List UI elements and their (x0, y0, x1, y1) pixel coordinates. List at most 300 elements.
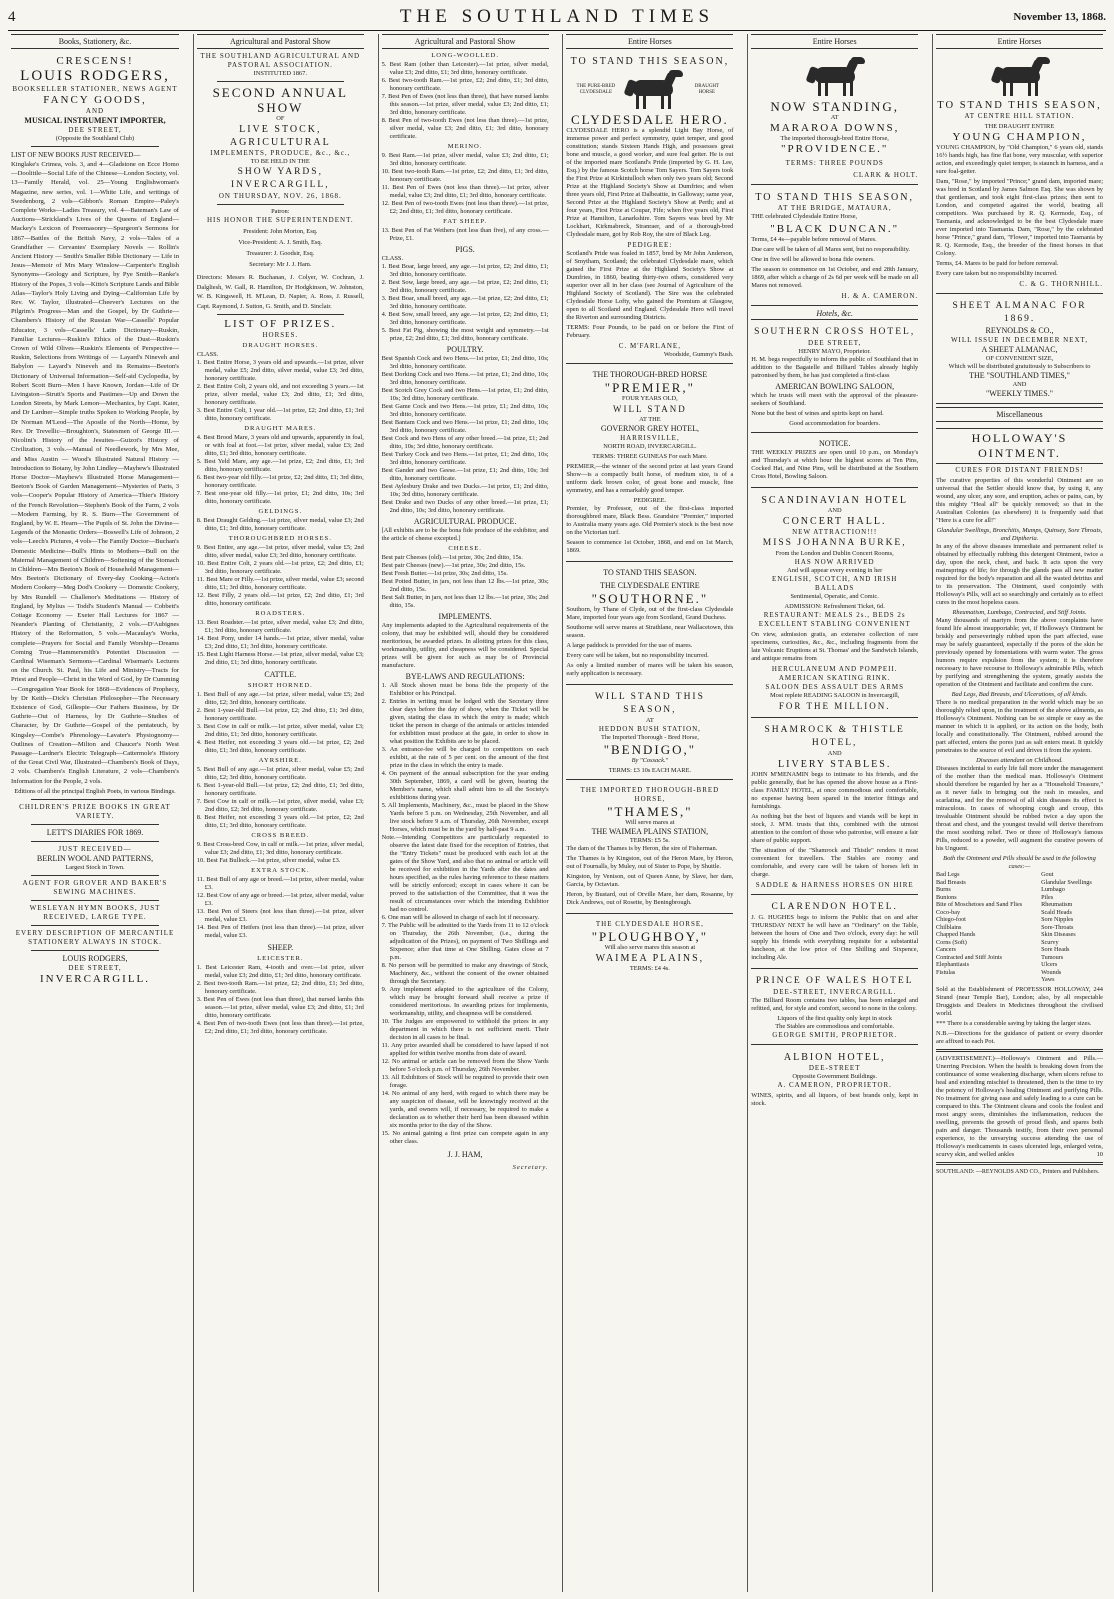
divider (936, 1162, 1103, 1165)
holloway-text: Diseases incidental to early life fall more under the management of the mother than the medical man. Holloway's Ointment should therefore be regarded by her as a "Household Treasure," as it never fails in bringing out the rash in measles, and scarlatina, and for the removal of all skin diseases its effect is miraculous. In cases of whooping cough and croup, this invaluable Ointment should be rubbed twice a day upon the throat and chest, and the youngest invalid will derive therefrom the most soothing relief. Two or three of Holloway's famous Pills, reduced to a powder, will augment the curative powers of his Unguent. (936, 765, 1103, 852)
location: HEDDON BUSH STATION, (598, 725, 701, 733)
hotel-description: The Billiard Room contains two tables, has been enlarged and refitted, and, for style and comfort, second to none in the colony. (751, 997, 919, 1012)
ailment-item: Corns (Soft) (936, 938, 967, 946)
times-name: THE "SOUTHLAND TIMES," (969, 371, 1070, 380)
hotel-description: Good accommodation for boarders. (789, 420, 881, 427)
skating-rink: AMERICAN SKATING RINK. (778, 674, 891, 682)
prize-item: 8. Best Draught Gelding.—1st prize, silver medal, value £3; 2nd ditto, £1; 3rd ditto, honorary certificate. (196, 517, 364, 532)
pigs-heading: PIGS. (455, 245, 475, 254)
bylaw-item: Note.—Intending Competitors are particularly requested to observe the latest date fixed for the reception of Entries, that the "Entry Tickets" must be produced with each lot at the gates of the Show Yard, and also that no animal or article will be received for exhibition in the Yards after the dates and hours specified, as the rules having reference to these matters will be strictly enforced; except in cases where it can be proved to the satisfaction of the Committee, that it was the result of circumstances over which the intending Exhibitor had no control. (381, 834, 549, 913)
almanac-advert (936, 297, 1103, 404)
signature-street: DEE STREET, (68, 963, 122, 972)
subheading: DRAUGHT MARES. (244, 425, 317, 432)
pedigree-text: Heron, by Bustard, out of Orville Mare, her dam, Rosanne, by Dick Andrews, out of Rosette, by Beningbrough. (566, 891, 734, 906)
street: DEE-STREET (808, 1064, 861, 1072)
horse-name: "PROVIDENCE." (780, 143, 889, 155)
bylaw-item: 8. No person will be permitted to make any drawings of Stock, Machinery, &c., without the consent of the owner obtained through the Secretary. (381, 962, 549, 985)
pedigree-text: Kingston, by Venison, out of Queen Anne, by Slave, her dam, Garcia, by Octavian. (566, 873, 734, 888)
horse-icon (805, 57, 865, 97)
pedigree-text: The Thames is by Kingston, out of the Heron Mare, by Heron, out of Fournalls, by Muley, out of Sister to Pope, by Shuttle. (566, 855, 734, 870)
subheading: LEICESTER. (257, 955, 304, 962)
bylaw-item: 5. All Implements, Machinery, &c., must be placed in the Show Yards before 5 p.m. on Wednesday, 25th November, and all live stock before 9 a.m. of Thursday, 26th November, except Horses, which must be in the yard by half-past 9 a.m. (381, 802, 549, 833)
southern-cross-advert (751, 323, 918, 433)
prince-of-wales-advert (751, 972, 918, 1045)
prize-item: 2. Best two-tooth Ram.—1st prize, £2; 2nd ditto, £1; 3rd ditto, honorary certificate. (196, 980, 364, 995)
stabling: EXCELLENT STABLING CONVENIENT (758, 620, 911, 628)
street: DEE-STREET, INVERCARGILL. (773, 988, 897, 996)
show-to-be-held: TO BE HELD IN THE (250, 158, 310, 165)
rodgers-advert (11, 52, 179, 990)
serve-note: Southorne will serve mares at Strathlane, near Wallacetown, this season. (566, 624, 734, 639)
subheading: GELDINGS. (258, 508, 303, 515)
location: Opposite Government Buildings. (792, 1073, 878, 1080)
prize-item: 4. Best Sow, small breed, any age.—1st prize, £2; 2nd ditto, £1; 3rd ditto, honorary certificate. (381, 311, 549, 326)
prize-item: Best Cock and two Hens of any other breed.—1st prize, £1; 2nd ditto, 10s; 3rd ditto, honorary certificate. (381, 435, 549, 450)
horse-name: YOUNG CHAMPION, (952, 131, 1087, 143)
hotel-description: JOHN M'MENAMIN begs to intimate to his friends, and the public generally, that he has opened the above house as a First-class FAMILY HOTEL, at once commodious and comfortable, no expense having been spared in the interior fittings and furnishings. (751, 771, 919, 810)
proprietor: GEORGE SMITH, PROPRIETOR. (772, 1031, 898, 1039)
sheep-heading: SHEEP. (267, 943, 294, 952)
advert-heading: THE THOROUGH-BRED HORSE (592, 370, 708, 379)
prize-item: 1. Best Leicester Ram, 4-tooth and over.—1st prize, silver medal, value £3; 2nd ditto, £1; 3rd ditto, honorary certificate. (196, 964, 364, 979)
society-name: THE SOUTHLAND AGRICULTURAL AND PASTORAL ASSOCIATION. (200, 52, 361, 69)
prize-item: 2. Best Sow, large breed, any age.—1st prize, £2; 2nd ditto, £1; 3rd ditto, honorary certificate. (381, 279, 549, 294)
prize-item: 3. Best Entire Colt, 1 year old.—1st prize, £2; 2nd ditto, £1; 3rd ditto, honorary certificate. (196, 407, 364, 422)
caption-left: THE PURE-BRED CLYDESDALE (576, 84, 616, 95)
prize-item: 3. Best Boar, small breed, any age.—1st prize, £2; 2nd ditto, £1; 3rd ditto, honorary certificate. (381, 295, 549, 310)
subheading: CROSS BREED. (251, 832, 310, 839)
holloway-subheading: Both the Ointment and Pills should be used in the following cases:— (943, 855, 1096, 870)
prize-item: 1. Best Entire Horse, 3 years old and upwards.—1st prize, silver medal, value £5; 2nd ditto, silver medal, value £3; 3rd ditto, honorary certificate. (196, 359, 364, 382)
advert-heading: TO STAND THIS SEASON, (755, 192, 914, 203)
hotel-name: PRINCE OF WALES HOTEL (755, 976, 914, 986)
horse-name: "BENDIGO," (603, 742, 697, 757)
ailments-table (936, 871, 1103, 984)
prize-list-title: LIST OF PRIZES. (224, 318, 337, 330)
prize-item: 2. Best Entire Colt, 2 years old, and not exceeding 3 years.—1st prize, silver medal, value £3; 2nd ditto, £1; 3rd ditto, honorary certificate. (196, 383, 364, 406)
horse-name: "SOUTHORNE." (591, 591, 709, 606)
ailment-item: Skin Diseases (1041, 931, 1076, 938)
just-received: JUST RECEIVED— (58, 844, 132, 853)
issue-date: November 13, 1868. (1013, 11, 1106, 23)
herculaneum: HERCULANEUM AND POMPEII. (771, 665, 898, 673)
ailment-item: Chiego-foot (936, 916, 966, 923)
divider (31, 950, 159, 951)
hotel-description: The situation of the "Shamrock and Thistle" renders it most convenient for travellers. The Stables are roomy and comfortable, and every care will be taken of horses left in charge. (751, 847, 919, 878)
divider (217, 81, 344, 82)
thames-advert (566, 783, 733, 914)
sire: By "Cossack." (631, 757, 669, 764)
advertisement-number: 10 (1096, 1150, 1103, 1158)
hotels-section-header: Hotels, &c. (751, 309, 918, 320)
prize-item: 6. Best 1-year-old Bull.—1st prize, £2; 2nd ditto, £1; 3rd ditto, honorary certificate. (196, 782, 364, 797)
terms: TERMS: THREE GUINEAS For each Mare. (592, 453, 708, 460)
advert-heading: TO STAND THIS SEASON. (603, 568, 697, 577)
care-note: Every care taken but no responsibility incurred. (936, 270, 1058, 277)
weekly-name: "WEEKLY TIMES." (985, 389, 1054, 398)
holloway-saving: *** There is a considerable saving by taking the larger sizes. (936, 1019, 1092, 1027)
owner-name: H. & A. CAMERON. (841, 292, 919, 300)
prize-item: 11. Best Mare or Filly.—1st prize, silver medal, value £3; second ditto, £1; 3rd ditto, honorary certificate. (196, 576, 364, 591)
advertisement-text: (ADVERTISEMENT.)—Holloway's Ointment and Pills.—Unerring Precision. When the health is breaking down from the continuance of some weakening discharge, when ulcers refuse to heal and extending mischief is threatened, then is the time to try the potency of Holloway's healing Ointment and purifying Pills. No treatment for giving ease and safely leading to a cure can be compared to this. The Ointment cleans and cools the foulest and most angry sores, diminishes the inflammation, reduces the swelling, prevents the growth of proud flesh, and spares both pain and danger. Thousands testify, from their own personal experience, to the unvarying success attending the use of Holloway's medicaments in cases ulcerated legs, enlarged veins, scurvy skin, and welled ankles (936, 1054, 1103, 1158)
printer-footer: SOUTHLAND: —REYNOLDS AND CO., Printers and Publishers. (936, 1168, 1100, 1175)
terms: TERMS: Four Pounds, to be paid on or before the First of February. (566, 324, 734, 339)
hotel-description: Liquors of the first quality only kept in stock (777, 1015, 893, 1022)
location: AT THE BRIDGE, MATAURA, (777, 204, 892, 212)
prize-item: 8. Best Pen of two-tooth Ewes (not less than three).—1st prize, silver medal, value £3; 2nd ditto, £1; 3rd ditto, honorary certificate. (381, 117, 549, 140)
bylaw-item: 14. No animal of any herd, with regard to which there may be any suspicion of disease, will be knowingly received at the yards, and owners will, if necessary, be required to make a declaration as to whether their herd has been diseased within six months prior to the day of the Show. (381, 1090, 549, 1129)
arrived: HAS NOW ARRIVED (794, 558, 875, 566)
trade-line: BOOKSELLER STATIONER, NEWS AGENT (12, 85, 178, 93)
patron: HIS HONOR THE SUPERINTENDENT. (207, 216, 354, 224)
hotel-description: As nothing but the best of liquors and viands will be kept in stock, J. M'M. trusts that this, combined with the utmost attention to the comfort of those who patronise, will ensure a fair share of public support. (751, 813, 919, 844)
holloway-text: Many thousands of martyrs from the above complaints have found life almost insupportable; yet, if Holloway's Ointment be briskly and perseveringly rubbed upon the part affected, ease may be safely guaranteed, especially if the pores of the skin be previously opened by fomentations with warm water. The gross humors require expulsion from the system; it is therefore necessary to have recourse to Holloway's admirable Pills, which by purifying and strengthening the system, greatly assists the operation of the Ointment and facilitate and confirm the cure. (936, 617, 1103, 688)
bylaw-item: 11. Any prize awarded shall be considered to have lapsed if not applied for within twelve months from date of award. (381, 1042, 549, 1057)
show-livestock: LIVE STOCK, AGRICULTURAL (229, 124, 331, 148)
street: DEE STREET, (808, 339, 862, 347)
trade-line: MUSICAL INSTRUMENT IMPORTER, (24, 116, 166, 125)
horse-description: YOUNG CHAMPION, by "Old Champion," 6 years old, stands 16½ hands high, has fine flat bone, very muscular, with superior action, and exceedingly quiet temper, is staunch in harness, and a sure foal-getter. (936, 144, 1103, 175)
reading-saloon: Most replete READING SALOON in Invercargill, (769, 692, 900, 699)
treasurer: Treasurer: J. Goodsir, Esq. (246, 250, 315, 257)
clarendon-advert (751, 898, 918, 969)
pedigree-heading: PEDIGREE: (627, 241, 673, 249)
prize-item: 11. Best Pen of Ewes (not less than three).—1st prize, silver medal, value £3; 2nd ditto, £1; 3rd ditto, honorary certificate. (381, 184, 549, 199)
prize-item: 10. Best Entire Colt, 2 years old.—1st prize, £2; 2nd ditto, £1; 3rd ditto, honorary certificate. (196, 560, 364, 575)
stationery-note: EVERY DESCRIPTION OF MERCANTILE STATIONERY ALWAYS IN STOCK. (15, 928, 175, 946)
holloway-subheading: Rheumatism, Lumbago, Contracted, and Stiff Joints. (952, 609, 1087, 616)
section-header: Agricultural and Pastoral Show (197, 34, 364, 49)
prize-item: Best pair Cheeses (new).—1st prize, 30s; 2nd ditto, 15s. (381, 562, 526, 569)
divider (31, 799, 159, 800)
hotel-name: SCANDINAVIAN HOTEL (761, 495, 909, 506)
implements-text: Any implements adapted to the Agricultural requirements of the colony, that may be exhibited will, should they be considered meritorious, be awarded prizes. In allotting prizes for this class, workmanship, utility, and cheapness will be considered. Special prizes will be given for such as may be of Provincial manufacture. (381, 622, 549, 669)
advert-subheading: THE DRAUGHT ENTIRE (984, 123, 1055, 130)
proprietor: HENRY MAYO, Proprietor. (798, 348, 871, 355)
columns (8, 34, 1106, 1592)
prize-item: 6. Best two-tooth Ram.—1st prize, £2; 2nd ditto, £1; 3rd ditto, honorary certificate. (381, 77, 549, 92)
saloon: SALOON DES ASSAULT DES ARMS (765, 683, 905, 691)
prize-item: Best Gander and two Geese.—1st prize, £1; 2nd ditto, 10s; 3rd ditto, honorary certificate. (381, 467, 549, 482)
providence-advert (751, 52, 918, 185)
show-date: ON THURSDAY, NOV. 26, 1868. (218, 192, 342, 200)
divider (31, 925, 159, 926)
location: GOVERNOR GREY HOTEL, (600, 424, 699, 433)
shamrock-advert (751, 721, 918, 895)
hotel-description: None but the best of wines and spirits kept on hand. (751, 410, 884, 417)
ailment-item: Fistulas (936, 968, 956, 976)
ailment-item: Chapped Hands (936, 931, 976, 938)
location: AT CENTRE HILL STATION. (964, 112, 1075, 120)
ailment-item: Gout (1041, 871, 1054, 878)
prize-item: 9. Best Entire, any age.—1st prize, silver medal, value £5; 2nd ditto, silver medal, value £3; 3rd ditto, honorary certificate. (196, 544, 364, 559)
prize-item: Best Fresh Butter.—1st prize, 30s; 2nd ditto, 15s. (381, 570, 508, 577)
column-books (8, 34, 182, 1592)
subheading: THOROUGHBRED HORSES. (228, 535, 332, 542)
bylaw-item: 7. The Public will be admitted to the Yards from 11 to 12 o'clock on Thursday, the 26th November, (i.e., during the adjudication of the Prizes), on payment of Two Shillings and Sixpence; after that time at One Shilling. Gates close at 7 p.m. (381, 922, 549, 961)
terms: TERMS: THREE POUNDS (785, 159, 884, 167)
ailment-item: Bunions (936, 893, 957, 901)
ailment-item: Bad Breasts (936, 878, 966, 886)
prize-item: 4. Best Pen of two-tooth Ewes (not less than three).—1st prize, £2; 2nd ditto, £1; 3rd ditto, honorary certificate. (196, 1020, 364, 1035)
bowling-saloon: AMERICAN BOWLING SALOON, (775, 382, 895, 391)
bylaw-item: 15. No animal gaining a first prize can compete again in any other class. (381, 1130, 549, 1145)
advert-heading: NOW STANDING, (770, 99, 900, 114)
ailment-item: Contracted and Stiff Joints (936, 953, 1003, 961)
subheading: EXTRA STOCK. (251, 867, 310, 874)
prize-item: 5. Best Ram (other than Leicester).—1st prize, silver medal, value £3; 2nd ditto, £1; 3rd ditto, honorary certificate. (381, 61, 549, 76)
notice-heading: NOTICE. (819, 439, 851, 448)
divider (31, 824, 159, 825)
masthead (8, 6, 1106, 31)
prize-item: 7. Best Cow in calf or milk.—1st prize, silver medal, value £3; 2nd ditto, £2; 3rd ditto, honorary certificate. (196, 798, 364, 813)
ailment-item: Coco-bay (936, 908, 961, 916)
patron-label: Patron: (271, 208, 290, 215)
scandinavian-advert (751, 491, 918, 718)
divider (217, 204, 344, 205)
terms: Terms, £4. Mares to be paid for before removal. (936, 260, 1059, 267)
terms: TERMS: £3 10s EACH MARE. (608, 767, 691, 774)
ailment-item: Scald Heads (1041, 908, 1072, 916)
ailment-item: Bad Legs (936, 871, 960, 878)
prize-item: Best Salt Butter, in jars, not less than 12 lbs.—1st prize, 30s; 2nd ditto, 15s. (381, 594, 549, 609)
horse-description: CLYDESDALE HERO is a splendid Light Bay Horse, of immense power and perfect symmetry, quiet temper, and good constitution; stands Sixteen Hands High, and possesses great bone and muscle, a good worker, and sure foal getter. He is out of the imported mare Scotland's Pride (imported by G. H. Lee, Esq.) by the famous Scotch horse Tom Sayers. Tom Sayers took the First Prize at Kirkintulloch when only two years old; Second Prize at the Highland Society's Show at Dumfries; and when three years old, First Prize at Dalbeattie, in Galloway; same year, Second Prize at the Highland Society's Show at Perth; and at four years, First Prize at Coupar, Fife; when five years old, First Prize at Hamilton, Lanarkshire. Tom Sayers was bred by Mr Lockhart, Kirkmabreck, Stranraer, and of a thorough-bred Clydesdale mare, got by Rob Roy, the sire of Black Leg. (566, 127, 734, 238)
advert-heading: THE CLYDESDALE HORSE, (595, 920, 704, 928)
divider (217, 314, 344, 315)
divider (936, 1049, 1103, 1052)
prize-item: Best Spanish Cock and two Hens.—1st prize, £1; 2nd ditto, 10s; 3rd ditto, honorary certificate. (381, 355, 549, 370)
holloway-text: There is no medical preparation in the world which may be so thoroughly relied upon, in the treatment of the above ailments, as Holloway's Ointment. Nothing can be so simple or easy as the manner in which it is applied, or its action on the body, both locally and constitutionally. The Ointment, rubbed around the part affected, enters the pores just as salt enters meat. It quickly penetrates to the source of evil and drives it from the system. (936, 699, 1103, 754)
trade-line: FANCY GOODS, (43, 94, 147, 106)
divider (31, 875, 159, 876)
subheading: MERINO. (447, 143, 483, 150)
prize-list (197, 359, 364, 423)
advert-heading: THE IMPORTED THOROUGH-BRED HORSE, (580, 786, 720, 803)
and: AND (1012, 381, 1027, 388)
subheading: CHEESE. (448, 545, 482, 552)
prize-item: 10. Best two-tooth Ram.—1st prize, £2; 2nd ditto, £1; 3rd ditto, honorary certificate. (381, 168, 549, 183)
horse-name: "PREMIER," (604, 380, 695, 395)
subheading: LONG-WOOLLED. (431, 52, 499, 59)
prize-item: 2. Best 1-year-old Bull.—1st prize, £2; 2nd ditto, £1; 3rd ditto, honorary certificate. (196, 707, 364, 722)
prize-item: 5. Best Fat Pig, showing the most weight and symmetry.—1st prize, £2; 2nd ditto, £1; 3rd ditto, honorary certificate. (381, 327, 549, 342)
care-note: Every care will be taken, but no responsibility incurred. (566, 652, 709, 659)
convenient: OF CONVENIENT SIZE, (985, 355, 1054, 362)
paddock-note: A large paddock is provided for the use of mares. (566, 642, 693, 649)
subheading: AYRSHIRE. (258, 757, 302, 764)
editions-note: Editions of all the principal English Poets, in various Bindings. (14, 787, 176, 795)
prize-item: Best Scotch Grey Cock and two Hens.—1st prize, £1; 2nd ditto, 10s; 3rd ditto, honorary certificate. (381, 387, 549, 402)
ailment-item: Piles (1041, 893, 1054, 901)
ailment-item: Bite of Moschetoes and Sand Flies (936, 901, 1023, 908)
show-of: OF (276, 115, 285, 122)
trade-line: AND (85, 107, 105, 115)
limited-note: As only a limited number of mares will be taken his season, early application is necessary. (566, 662, 734, 677)
bylaw-item: 4. On payment of the annual subscription for the year ending 30th September, 1869, a card will be given, bearing the Member's name, which shall admit him to all the Society's exhibitions during year. (381, 770, 549, 801)
ailment-item: Wounds (1041, 968, 1062, 976)
ploughboy-advert (566, 917, 733, 977)
largest-stock: Largest Stock in Town. (65, 863, 125, 871)
prize-item: 5. Best Bull of any age.—1st prize, silver medal, value £5; 2nd ditto, £2; 3rd ditto, honorary certificate. (196, 766, 364, 781)
prize-item: Best Dorking Cock and two Hens.—1st prize, £1; 2nd ditto, 10s; 3rd ditto, honorary certificate. (381, 371, 549, 386)
section-header: Entire Horses (566, 34, 733, 49)
ailment-item: Sore Heads (1041, 946, 1070, 953)
owner-name: C. & G. THORNHILL. (1019, 280, 1103, 288)
prize-item: 13. Best Pen of Steers (not less than three).—1st prize, silver medal, value £3. (196, 908, 364, 923)
prize-item: 7. Best Pen of Ewes (not less than three), that have nursed lambs this season.—1st prize, silver medal, value £3; 2nd ditto, £1; 3rd ditto, honorary certificate. (381, 93, 549, 116)
subheading: FAT SHEEP. (443, 218, 488, 225)
divider (31, 900, 159, 901)
hotel-description: H. M. begs respectfully to inform the public of Southland that in addition to the Bagatelle and Billiard Tables already highly patronised by them, he has just completed a first-class (751, 356, 919, 379)
ailment-item: Ulcers (1041, 961, 1058, 968)
column-misc (932, 34, 1106, 1592)
prize-item: Best Game Cock and two Hens.—1st prize, £1; 2nd ditto, 10s; 3rd ditto, honorary certificate. (381, 403, 549, 418)
terms: TERMS: £4 4s. (629, 965, 670, 972)
horse-illustration-row (566, 68, 733, 112)
holloway-text: In any of the above diseases immediate and permanent relief is obtained by effectually rubbing this detergent Ointment, twice a day, upon the neck, chest, and back. It acts upon the very mainsprings of life; for through the glands pass all new matter required for the body's reparation and all the wasted detritus and to its preservation. The Ointment, used conjointly with Holloway's Pills, will act so searchingly and certainly as to effect cures in the most hopeless cases. (936, 543, 1103, 606)
season: Season to commence 1st October, 1868, and end on 1st March, 1869. (566, 539, 734, 554)
notice-text: THE WEEKLY PRIZES are open until 10 p.m., on Monday's and Thursday's at which hour the highest scores at Ten Pins, Cocked Hat, and Nine Pins, will be distributed at the Southern Cross Hotel, Bowling Saloon. (751, 449, 919, 480)
bylaw-item: 12. No animal or article can be removed from the Show Yards before 5 o'clock p.m. of Thursday, 26th November. (381, 1058, 549, 1073)
prize-item: 4. Best Heifer, not exceeding 3 years old.—1st prize, £2; 2nd ditto, £1; 3rd ditto, honorary certificate. (196, 739, 364, 754)
subheading: SHORT HORNED. (247, 682, 313, 689)
secretary: Secretary: Mr J. J. Ham. (249, 261, 312, 268)
horses-heading: HORSES. (262, 331, 299, 339)
agent-note: AGENT FOR GROVER AND BAKER'S SEWING MACHINES. (22, 878, 168, 896)
cures-heading: CURES FOR DISTANT FRIENDS! (955, 466, 1084, 474)
holloway-advert (936, 425, 1103, 1180)
bylaw-item: 1. All Stock shown must be bona fide the property of the Exhibitor or his Principal. (381, 682, 549, 697)
list-intro: LIST OF NEW BOOKS JUST RECEIVED— (11, 151, 141, 159)
pedigree-heading: PEDIGREE. (633, 497, 667, 504)
directors: Directors: Messrs R. Buchanan, J. Colyer, W. Cochran, J. Dalgliesh, W. Gall, R. Hamilton, Dr Hodgkinson, W. Johnston, W. B. Kingswell, H. M'Lean, D. Napier, A. Ross, J. Russell, Capt. Raymond, J. Sutton, G. Smith, and D. Sinclair. (196, 274, 364, 310)
hotel-name: LIVERY STABLES. (778, 759, 892, 770)
advert-heading: TO STAND THIS SEASON, (937, 100, 1102, 111)
section-header: Entire Horses (936, 34, 1103, 49)
and: AND (827, 507, 842, 514)
caption-right: DRAUGHT HORSE (694, 84, 720, 95)
produce-note: [All exhibits are to be the bona fide produce of the exhibitor, and the article of cheese excepted.] (381, 527, 549, 542)
proprietor: A. CAMERON, PROPRIETOR. (777, 1081, 892, 1089)
bylaws-heading: BYE-LAWS AND REGULATIONS: (405, 672, 525, 681)
hotel-description: J. G. HUGHES begs to inform the Public that on and after THURSDAY NEXT he will have an "Ordinary" on the Table, between the hours of One and Two o'clock, every day: he will supply his friends with everything requisite for a substantial luncheon, at the low price of One Shilling and Sixpence, including Ale. (751, 914, 919, 961)
serve-note: Will serve mares at (625, 819, 675, 826)
signature-town: INVERCARGILL. (39, 972, 151, 985)
divider (31, 146, 159, 147)
class-label: CLASS. (196, 351, 219, 358)
address-line: (Opposite the Southland Club) (55, 135, 135, 142)
publisher: REYNOLDS & CO., (985, 326, 1054, 335)
ailment-item: Scurvy (1041, 938, 1059, 946)
hotel-description: The Stables are commodious and comfortable. (775, 1023, 895, 1030)
holloway-advertisement (936, 1055, 1103, 1159)
young-champion-advert (936, 52, 1103, 294)
prize-item: 14. Best Pen of Heifers (not less than three).—1st prize, silver medal, value £3. (196, 924, 364, 939)
horse-description: Southorn, by Thane of Clyde, out of the first-class Clydesdale Mare, imported four years ago from Scotland, Grand Duchess. (566, 606, 734, 621)
ailment-item: Sore-Throats (1041, 923, 1074, 931)
advert-subheading: THE CLYDESDALE ENTIRE (600, 581, 700, 590)
prize-item: 12. Best Cow of any age or breed.—1st prize, silver medal, value £3. (196, 892, 364, 907)
bylaw-item: 6. One man will be allowed in charge of each lot if necessary. (381, 914, 539, 921)
section-header: Agricultural and Pastoral Show (382, 34, 549, 49)
ballads: ENGLISH, SCOTCH, AND IRISH BALLADS (772, 575, 898, 592)
prize-item: Best Bantam Cock and two Hens.—1st prize, £1; 2nd ditto, 10s; 3rd ditto, honorary certificate. (381, 419, 549, 434)
subheading: ROADSTERS. (255, 610, 306, 617)
hotel-name: CLARENDON HOTEL. (771, 902, 898, 912)
signature-title: Secretary. (512, 1164, 549, 1171)
holloway-subheading: Diseases attendant on Childhood. (976, 757, 1063, 764)
wesleyan-note: WESLEYAN HYMN BOOKS, JUST RECEIVED, LARGE TYPE. (29, 903, 161, 921)
bylaw-item: 2. Entries in writing must be lodged with the Secretary three clear days before the day of show, when the Ticket will be given, stating the class in which the entry is made; which ticket the person in charge of the animals or articles intended for exhibition must produce at the gate, in order to show in what position the Exhibits are to be placed. (381, 698, 549, 745)
clydesdale-hero-advert (566, 52, 733, 364)
location: MARAROA DOWNS, (769, 122, 900, 134)
ailment-item: Rheumatism (1041, 901, 1073, 908)
column-horses-1 (562, 34, 736, 1592)
appear: And will appear every evening in her (787, 567, 883, 574)
holloway-subheading: Bad Legs, Bad Breasts, and Ulcerations, of all kinds. (951, 691, 1088, 698)
pedigree-text: Premier, by Professor, out of the first-class imported thoroughbred mare, Black Bess. Grandsire "Premier," imported to Australia many years ago. Old Premier's stock is the best now on the Victorian turf. (566, 505, 734, 536)
prize-item: 15. Best Light Harness Horse.—1st prize, silver medal, value £3; 2nd ditto, £1; 3rd ditto, honorary certificate. (196, 651, 364, 666)
show-yards: SHOW YARDS, INVERCARGILL, (231, 167, 330, 190)
black-duncan-advert (751, 188, 918, 306)
hotel-description: which he trusts will meet with the approval of the pleasure-seekers of Southland. (751, 392, 919, 407)
column-show-2 (378, 34, 552, 1592)
bendigo-advert (566, 688, 733, 780)
sentimental: Sentimental, Operatic, and Comic. (790, 593, 879, 600)
hotel-description: WINES, spirits, and all liquors, of best brands only, kept in stock. (751, 1092, 919, 1107)
pedigree-text: Dam, "Rose," by imported "Prince;" grand dam, imported mare; was bred in Scotland by James Salmon Esq. She was shown by that gentleman, and took eight first-class prizes; then sent to London, and competed against the world, beating all competitors. Was purchased by R. Q. Kermode, Esq., of Tasmania, and acknowledged to be the best Clydesdale mare ever imported into Tasmania. Dam, "Rose," by the celebrated horse "Prince," grand dam, "Flower," imported into Tasmania by R. Q. Kermode, Esq., the breeder of the finest horses in that Colony. (936, 178, 1103, 257)
horse-icon (990, 57, 1050, 97)
address-line: DEE STREET, (68, 126, 122, 134)
cattle-heading: CATTLE. (264, 670, 297, 679)
prize-item: Best Potted Butter, in jars, not less than 12 lbs.—1st prize, 30s; 2nd ditto, 15s. (381, 578, 549, 593)
prize-item: 6. Best two-year old filly.—1st prize, £2; 2nd ditto, £1; 3rd ditto, honorary certificate. (196, 474, 364, 489)
holloway-sold: Sold at the Establishment of PROFESSOR HOLLOWAY, 244 Strand (near Temple Bar), London; also, by all respectable Druggists and Dealers in Medicines throughout the civilised world. (936, 985, 1103, 1017)
prize-item: 4. Best Brood Mare, 3 years old and upwards, apparently in foal, or with foal at foot.—1st prize, silver medal, value £3; 2nd ditto, £1; 3rd ditto, honorary certificate. (196, 434, 364, 457)
misc-section-header: Miscellaneous (936, 407, 1103, 422)
hotel-name: ALBION HOTEL, (783, 1052, 886, 1063)
southorne-advert (566, 565, 733, 685)
ailment-item: Burns (936, 886, 951, 893)
bylaw-item: 3. An entrance-fee will be charged to competitors on each exhibit, at the rate of 5 per cent. on the amount of the first prize in the class in which the entry is made. (381, 746, 549, 769)
horse-description: PREMIER,—the winner of the second prize at last years Grand Show—is a compactly built horse, of medium size, is of a uniform dark brown color, of great bone and muscle, fine symmetry, and has a remarkably good temper. (566, 463, 734, 494)
location: NORTH ROAD, INVERCARGILL. (603, 443, 697, 450)
serve-note: Will also serve mares this season at (604, 944, 696, 951)
horse-name: "THAMES," (607, 804, 693, 819)
bylaw-item: 9. Any implement adapted to the agriculture of the Colony, which may be brought forward shall receive a prize if considered meritorious. In awarding prizes for implements, workmanship, utility, and cheapness will be considered. (381, 986, 549, 1017)
distributed: Which will be distributed gratuitously to Subscribers to (948, 363, 1091, 370)
holloway-nb: N.B.—Directions for the guidance of patient or every disorder are affixed to each Pot. (936, 1029, 1103, 1045)
ailment-item: Glandular Swellings (1041, 878, 1092, 886)
ailment-item: Sore Nipples (1041, 916, 1074, 923)
prize-item: 12. Best Filly, 2 years old.—1st prize, £2; 2nd ditto, £1; 3rd ditto, honorary certificate. (196, 592, 364, 607)
terms: TERMS: £5 5s. (629, 837, 670, 844)
premier-advert (566, 367, 733, 562)
prize-item: Best Turkey Cock and two Hens.—1st prize, £1; 2nd ditto, 10s; 3rd ditto, honorary certificate. (381, 451, 549, 466)
prize-item: 10. Best Fat Bullock.—1st prize, silver medal, value £3. (196, 857, 341, 864)
prize-item: 9. Best Cross-bred Cow, in calf or milk.—1st prize, silver medal, value £3; 2nd ditto, £1; 3rd ditto, honorary certificate. (196, 841, 364, 856)
prize-item: 13. Best Pen of Fat Wethers (not less than five), of any cross.—Prize, £1. (381, 227, 549, 242)
for-the-million: FOR THE MILLION. (778, 701, 891, 711)
prize-item: Best Aylesbury Drake and two Ducks.—1st prize, £1; 2nd ditto, 10s; 3rd ditto, honorary certificate. (381, 483, 549, 498)
horse-name: CLYDESDALE HERO. (570, 112, 729, 127)
five-note: One in five will be allowed to bona fide owners. (751, 256, 875, 263)
a-sheet: A SHEET ALMANAC, (981, 345, 1058, 354)
holloway-subheading: Glandular Swellings, Bronchitis, Mumps, Quinsey, Sore Throats, and Diptheria. (936, 527, 1103, 542)
section-header: Entire Horses (751, 34, 918, 49)
imported-note: The imported thorough-bred Entire Horse, (780, 135, 889, 142)
prize-item: 14. Best Pony, under 14 hands.—1st prize, silver medal, value £3; 2nd ditto, £1; 3rd ditto, honorary certificate. (196, 635, 364, 650)
